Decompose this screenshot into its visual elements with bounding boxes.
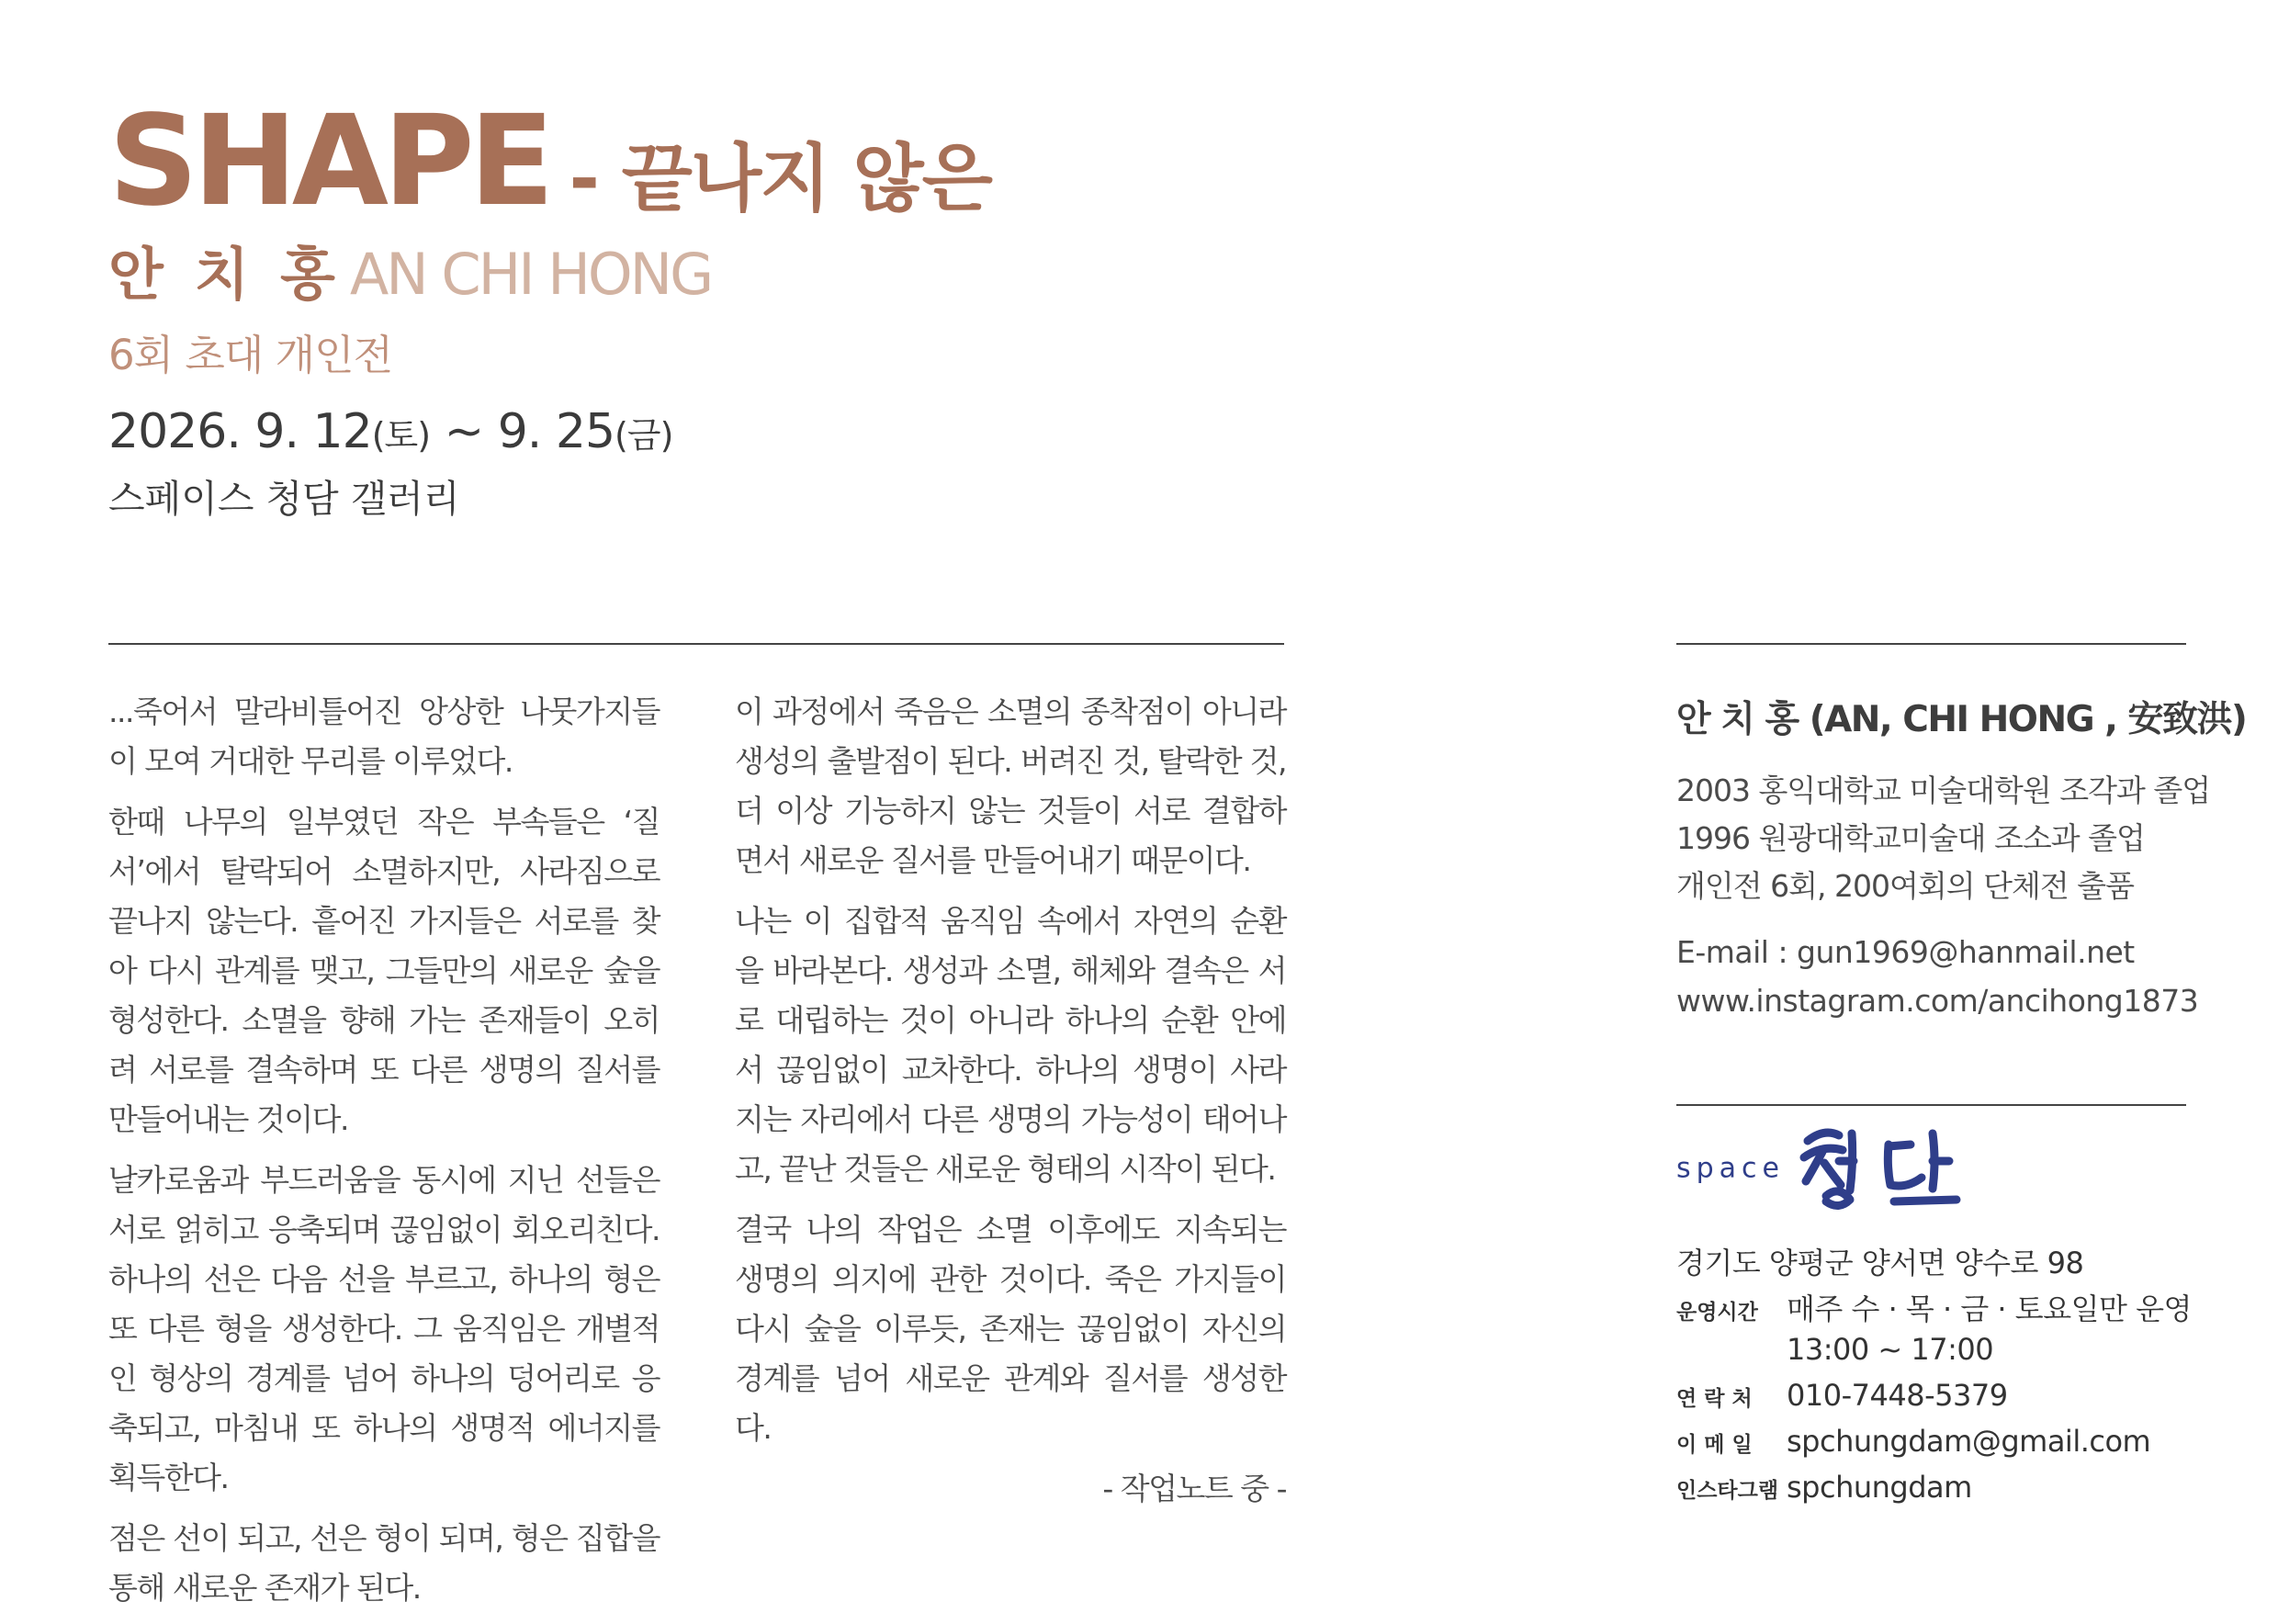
note-paragraph: 이 과정에서 죽음은 소멸의 종착점이 아니라 생성의 출발점이 된다. 버려진 것, 탈락한 것, 더 이상 기능하지 않는 것들이 서로 결합하면서 새로운 질서를 만들어내기 때문이다. xyxy=(735,694,1286,878)
exhibition-edition: 6회 초대 개인전 xyxy=(108,331,393,379)
note-paragraph: 날카로움과 부드러움을 동시에 지닌 선들은 서로 얽히고 응축되며 끊임없이 회오리친다. 하나의 선은 다음 선을 부르고, 하나의 형은 또 다른 형을 생성한다. 그 움직임은 개별적인 형상의 경계를 넘어 하나의 덩어리로 응축되고, 마침내 또 하나의 생명적 에너지를 획득한다. xyxy=(108,1162,660,1495)
note-paragraph: ...죽어서 말라비틀어진 앙상한 나뭇가지들이 모여 거대한 무리를 이루었다. xyxy=(108,694,660,779)
bio-email: E-mail : gun1969@hanmail.net xyxy=(1676,934,2135,970)
note-paragraph: 나는 이 집합적 움직임 속에서 자연의 순환을 바라본다. 생성과 소멸, 해체와 결속은 서로 대립하는 것이 아니라 하나의 순환 안에서 끊임없이 교차한다. 하나의 생명이 사라지는 자리에서 다른 생명의 가능성이 태어나고, 끝난 것들은 새로운 형태의 시작이 된다. xyxy=(735,903,1286,1187)
date-start: 2026. 9. 12 xyxy=(108,404,372,459)
phone-label: 연 락 처 xyxy=(1676,1387,1753,1411)
date-end-day: (금) xyxy=(615,415,673,456)
instagram-row xyxy=(1676,1470,2192,1516)
email-label: 이 메 일 xyxy=(1676,1433,1753,1457)
email-value: spchungdam@gmail.com xyxy=(1787,1424,2151,1459)
date-end: 9. 25 xyxy=(497,404,615,459)
divider-right-top xyxy=(1676,643,2186,645)
divider-right-bottom xyxy=(1676,1104,2186,1106)
logo-prefix: space xyxy=(1676,1152,1786,1185)
logo-calligraphy-mark xyxy=(1799,1121,1964,1216)
phone-row xyxy=(1676,1378,2192,1424)
instagram-label: 인스타그램 xyxy=(1676,1479,1779,1503)
note-source: - 작업노트 중 - xyxy=(1102,1471,1286,1506)
hours-row xyxy=(1676,1286,2192,1332)
bio-line: 개인전 6회, 200여회의 단체전 출품 xyxy=(1676,868,2134,904)
title-subtitle: - 끝나지 않은 xyxy=(569,136,991,221)
artist-note-column-1 xyxy=(108,687,660,1624)
bio-artist-name: 안 치 홍 (AN, CHI HONG , 安致洪) xyxy=(1676,699,2247,740)
hours-time: 13:00 ~ 17:00 xyxy=(1787,1332,1994,1367)
hours-time-row xyxy=(1676,1332,2192,1378)
gallery-address: 경기도 양평군 양서면 양수로 98 xyxy=(1676,1246,2084,1280)
date-separator: ~ xyxy=(430,404,498,459)
instagram-value: spchungdam xyxy=(1787,1470,1972,1505)
note-paragraph: 결국 나의 작업은 소멸 이후에도 지속되는 생명의 의지에 관한 것이다. 죽은 가지들이 다시 숲을 이루듯, 존재는 끊임없이 자신의 경계를 넘어 새로운 관계와 질서를 생성한다. xyxy=(735,1212,1286,1446)
exhibition-dates xyxy=(108,404,672,459)
title-main: SHAPE xyxy=(108,89,549,234)
date-start-day: (토) xyxy=(371,415,431,456)
note-paragraph: 점은 선이 되고, 선은 형이 되며, 형은 집합을 통해 새로운 존재가 된다. xyxy=(108,1520,660,1606)
bio-history xyxy=(1676,767,2210,910)
bio-instagram: www.instagram.com/ancihong1873 xyxy=(1676,983,2199,1019)
gallery-logo xyxy=(1676,1121,1964,1216)
hours-label: 운영시간 xyxy=(1676,1301,1758,1325)
hours-days: 매주 수 · 목 · 금 · 토요일만 운영 xyxy=(1787,1291,2192,1326)
exhibition-title xyxy=(108,89,991,234)
artist-name-english: AN CHI HONG xyxy=(349,241,712,308)
bio-line: 1996 원광대학교미술대 조소과 졸업 xyxy=(1676,820,2145,856)
artist-name xyxy=(108,241,712,308)
artist-note-column-2 xyxy=(735,687,1286,1525)
bio-line: 2003 홍익대학교 미술대학원 조각과 졸업 xyxy=(1676,773,2211,808)
note-paragraph: 한때 나무의 일부였던 작은 부속들은 ‘질서’에서 탈락되어 소멸하지만, 사라짐으로 끝나지 않는다. 흩어진 가지들은 서로를 찾아 다시 관계를 맺고, 그들만의 새로운 숲을 형성한다. 소멸을 향해 가는 존재들이 오히려 서로를 결속하며 또 다른 생명의 질서를 만들어내는 것이다. xyxy=(108,804,660,1137)
email-row xyxy=(1676,1424,2192,1470)
phone-value: 010-7448-5379 xyxy=(1787,1378,2008,1413)
venue-name: 스페이스 청담 갤러리 xyxy=(108,477,460,521)
artist-name-korean: 안 치 홍 xyxy=(108,241,341,308)
divider-left xyxy=(108,643,1284,645)
gallery-info xyxy=(1676,1286,2192,1516)
bio-contact xyxy=(1676,928,2198,1025)
